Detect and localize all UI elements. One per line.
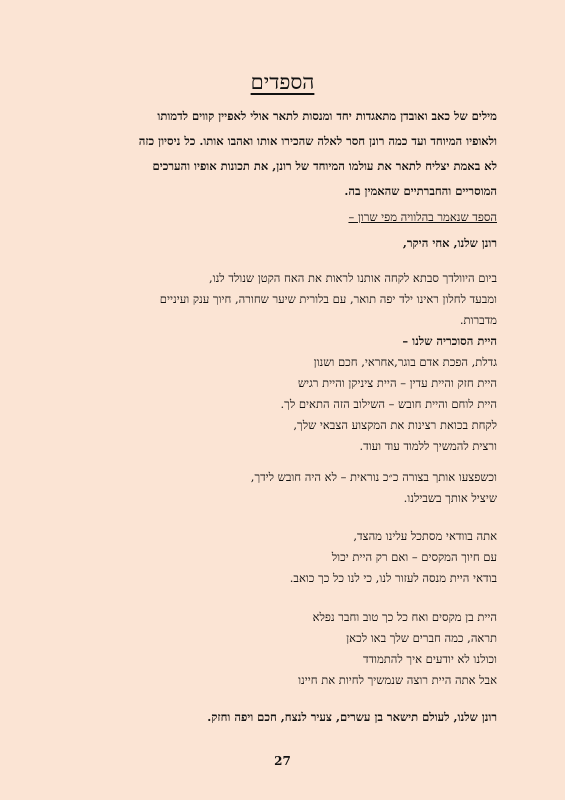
text-line: ביום היוולדך סבתא לקחה אותנו לראות את האח הקטן שנולד לנו, <box>208 271 497 285</box>
eulogy-subheading: היית הסוכריה שלנו – <box>402 334 497 348</box>
text-line: היית חזק והיית עדין – היית ציניקן והיית רגיש <box>297 376 497 390</box>
page-title: הספדים <box>250 70 315 94</box>
text-line: שיציל אותך בשבילנו. <box>403 491 497 505</box>
eulogy-heading: הספד שנאמר בהלוויה מפי שרון – <box>348 210 497 224</box>
text-line: אבל אתה היית רוצה שנמשיך לחיות את חיינו <box>298 673 497 687</box>
text-line: וכולנו לא יודעים איך להתמודד <box>362 652 497 666</box>
eulogy-paragraph-4 <box>62 526 497 589</box>
page-number: 27 <box>274 754 291 768</box>
text-line: היית בן מקסים ואח כל כך טוב וחבר נפלא <box>312 610 497 624</box>
text-line: עם חיוך המקסים – ואם רק היית יכול <box>331 550 497 564</box>
text-line: תראה, כמה חברים שלך באו לכאן <box>346 631 497 645</box>
text-line: אתה בוודאי מסתכל עלינו מהצד, <box>353 529 497 543</box>
intro-line: מילים של כאב ואובדן מתאגדות יחד ומנסות לתאר אולי לאפיין קווים לדמותו <box>157 109 497 123</box>
text-line: ורצית להמשיך ללמוד עוד ועוד. <box>359 439 497 453</box>
eulogy-paragraph-3 <box>62 467 497 509</box>
eulogy-greeting: רונן שלנו, אחי היקר, <box>402 236 497 250</box>
text-line: גדלת, הפכת אדם בוגר,אחראי, חכם ושנון <box>313 355 497 369</box>
text-line: וכשפצעו אותך בצורה כ״כ נוראית – לא היה חובש לידך, <box>250 470 497 484</box>
closing-block <box>62 707 497 728</box>
eulogy-paragraph-5 <box>62 607 497 691</box>
intro-line: לא באמת יצליח לתאר את עולמו המיוחד של רונן, את תכונות אופיו והערכים <box>152 159 497 173</box>
intro-line: ולאופיו המיוחד ועד כמה רונן חסר לאלה שהכירו אותו ואהבו אותו. כל ניסיון כזה <box>138 134 497 148</box>
text-line: בודאי היית מנסה לעזור לנו, כי לנו כל כך כואב. <box>289 571 497 585</box>
eulogy-heading-block <box>62 207 497 228</box>
intro-line: המוסריים והחברתיים שהאמין בה. <box>344 184 497 198</box>
text-line: לקחת בכואת רצינות את המקצוע הצבאי שלך, <box>293 418 497 432</box>
intro-paragraph <box>62 104 497 204</box>
eulogy-paragraph-1 <box>62 268 497 457</box>
eulogy-closing: רונן שלנו, לעולם תישאר בן עשרים, צעיר לנצח, חכם ויפה וחזק. <box>207 710 497 724</box>
greeting-block <box>62 233 497 254</box>
text-line: מדברות. <box>459 313 497 327</box>
text-line: היית לוחם והיית חובש – השילוב הזה התאים לך. <box>280 397 497 411</box>
text-line: ומבעד לחלון ראינו ילד יפה תואר, עם בלורית שיער שחורה, חיוך ענק ועיניים <box>159 292 497 306</box>
